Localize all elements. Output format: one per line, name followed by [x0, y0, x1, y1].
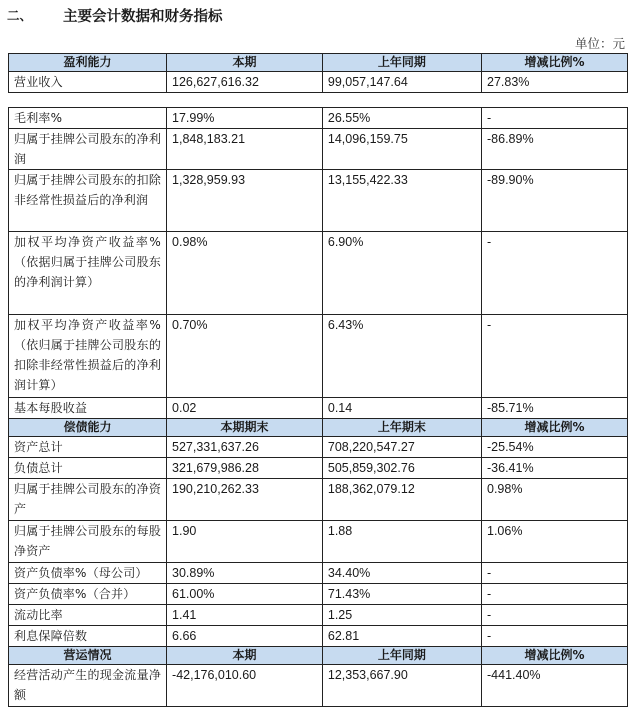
prior-value: 71.43% — [322, 584, 481, 605]
section-title: 主要会计数据和财务指标 — [63, 7, 223, 25]
change-value: 0.98% — [482, 479, 628, 521]
row-label: 资产负债率%（母公司） — [9, 563, 167, 584]
header-cell: 增减比例% — [482, 419, 628, 437]
table-row — [9, 626, 628, 647]
prior-value: 0.14 — [322, 398, 481, 419]
prior-value: 13,155,422.33 — [322, 170, 481, 232]
change-value: - — [482, 315, 628, 398]
header-cell: 上年期末 — [322, 419, 481, 437]
change-value: - — [482, 626, 628, 647]
current-value: 6.66 — [167, 626, 323, 647]
table-row — [9, 72, 628, 93]
row-label: 基本每股收益 — [9, 398, 167, 419]
change-value: 27.83% — [482, 72, 628, 93]
row-label: 经营活动产生的现金流量净额 — [9, 665, 167, 707]
current-value: 126,627,616.32 — [167, 72, 323, 93]
prior-value: 6.90% — [322, 232, 481, 315]
row-label: 资产总计 — [9, 437, 167, 458]
prior-value: 62.81 — [322, 626, 481, 647]
current-value: 190,210,262.33 — [167, 479, 323, 521]
table-row — [9, 398, 628, 419]
row-label: 利息保障倍数 — [9, 626, 167, 647]
header-cell: 增减比例% — [482, 647, 628, 665]
header-cell: 偿债能力 — [9, 419, 167, 437]
header-cell: 增减比例% — [482, 54, 628, 72]
prior-value: 708,220,547.27 — [322, 437, 481, 458]
change-value: -89.90% — [482, 170, 628, 232]
current-value: 527,331,637.26 — [167, 437, 323, 458]
table-row — [9, 232, 628, 315]
header-cell: 营运情况 — [9, 647, 167, 665]
change-value: - — [482, 232, 628, 315]
prior-value: 505,859,302.76 — [322, 458, 481, 479]
table-row — [9, 108, 628, 129]
prior-value: 1.25 — [322, 605, 481, 626]
table-header-row — [9, 647, 628, 665]
table-row — [9, 479, 628, 521]
row-label: 归属于挂牌公司股东的净利润 — [9, 129, 167, 170]
current-value: 0.70% — [167, 315, 323, 398]
revenue-table — [8, 53, 628, 93]
table-row — [9, 563, 628, 584]
table-header-row — [9, 419, 628, 437]
table-row — [9, 458, 628, 479]
prior-value: 34.40% — [322, 563, 481, 584]
current-value: 61.00% — [167, 584, 323, 605]
table-row — [9, 170, 628, 232]
change-value: -86.89% — [482, 129, 628, 170]
table-row — [9, 129, 628, 170]
change-value: - — [482, 584, 628, 605]
current-value: 321,679,986.28 — [167, 458, 323, 479]
table-row — [9, 605, 628, 626]
current-value: 1,328,959.93 — [167, 170, 323, 232]
prior-value: 188,362,079.12 — [322, 479, 481, 521]
section-number: 二、 — [7, 9, 33, 23]
prior-value: 6.43% — [322, 315, 481, 398]
row-label: 毛利率% — [9, 108, 167, 129]
header-cell: 上年同期 — [322, 54, 481, 72]
current-value: 1.41 — [167, 605, 323, 626]
change-value: -85.71% — [482, 398, 628, 419]
row-label: 归属于挂牌公司股东的净资产 — [9, 479, 167, 521]
current-value: 0.02 — [167, 398, 323, 419]
current-value: 30.89% — [167, 563, 323, 584]
change-value: 1.06% — [482, 521, 628, 563]
prior-value: 14,096,159.75 — [322, 129, 481, 170]
prior-value: 1.88 — [322, 521, 481, 563]
change-value: -441.40% — [482, 665, 628, 707]
change-value: -25.54% — [482, 437, 628, 458]
financial-indicators-table — [8, 107, 628, 707]
current-value: 1,848,183.21 — [167, 129, 323, 170]
row-label: 归属于挂牌公司股东的扣除非经常性损益后的净利润 — [9, 170, 167, 232]
current-value: 0.98% — [167, 232, 323, 315]
row-label: 加权平均净资产收益率%（依据归属于挂牌公司股东的净利润计算） — [9, 232, 167, 315]
table-row — [9, 521, 628, 563]
row-label: 资产负债率%（合并） — [9, 584, 167, 605]
change-value: - — [482, 108, 628, 129]
current-value: 1.90 — [167, 521, 323, 563]
change-value: - — [482, 563, 628, 584]
table-header-row — [9, 54, 628, 72]
header-cell: 上年同期 — [322, 647, 481, 665]
table-row — [9, 584, 628, 605]
change-value: -36.41% — [482, 458, 628, 479]
prior-value: 99,057,147.64 — [322, 72, 481, 93]
table-row — [9, 437, 628, 458]
change-value: - — [482, 605, 628, 626]
table-row — [9, 315, 628, 398]
current-value: -42,176,010.60 — [167, 665, 323, 707]
row-label: 营业收入 — [9, 72, 167, 93]
unit-label: 单位：元 — [574, 36, 625, 51]
current-value: 17.99% — [167, 108, 323, 129]
header-cell: 本期期末 — [167, 419, 323, 437]
prior-value: 26.55% — [322, 108, 481, 129]
header-cell: 本期 — [167, 54, 323, 72]
row-label: 流动比率 — [9, 605, 167, 626]
row-label: 归属于挂牌公司股东的每股净资产 — [9, 521, 167, 563]
table-row — [9, 665, 628, 707]
row-label: 负债总计 — [9, 458, 167, 479]
row-label: 加权平均净资产收益率%（依归属于挂牌公司股东的扣除非经常性损益后的净利润计算） — [9, 315, 167, 398]
header-cell: 本期 — [167, 647, 323, 665]
prior-value: 12,353,667.90 — [322, 665, 481, 707]
header-cell: 盈利能力 — [9, 54, 167, 72]
section-heading — [7, 4, 223, 26]
